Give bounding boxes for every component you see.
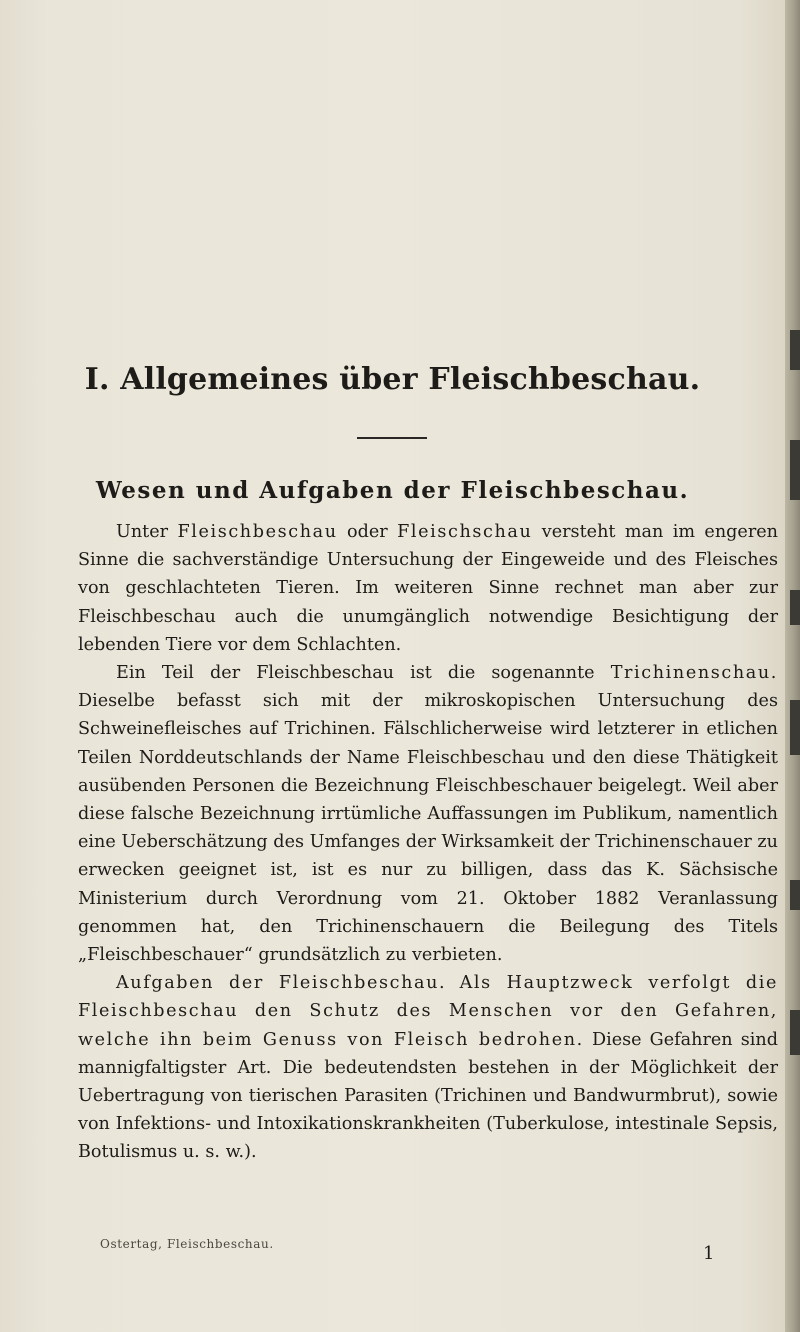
edge-mark bbox=[790, 1010, 800, 1055]
term-aufgaben: Aufgaben der Fleischbeschau. bbox=[116, 973, 447, 994]
p2-t3: Dieselbe befasst sich mit der mikroskopischen Untersuchung des Schweinefleisches auf Trichinen. Fälschlicherweise wird letzterer in etlichen Teilen Norddeutschlands der Name Fleischbeschau und den diese Thätigkeit ausübenden Personen die Bezeichnung Fleischbeschauer beigelegt. Weil aber diese falsche Bezeichnung irrtümliche Auffassungen im Publikum, namentlich eine Ueberschätzung des Umfanges der Wirksamkeit der Trichinenschauer zu erwecken geeignet ist, ist es nur zu billigen, dass das K. Sächsische Ministerium durch Verordnung vom 21. Oktober 1882 Veranlassung genommen hat, den Trichinenschauern die Beilegung des Titels „Fleischbeschauer“ grundsätzlich zu verbieten. bbox=[78, 691, 778, 966]
divider bbox=[357, 437, 427, 439]
edge-mark bbox=[790, 330, 800, 370]
term-trichinenschau: Trichinenschau. bbox=[610, 663, 778, 684]
term-fleischschau: Fleischschau bbox=[397, 522, 533, 542]
paragraph-3 bbox=[78, 969, 778, 1166]
paragraph-2 bbox=[78, 659, 778, 969]
edge-mark bbox=[790, 880, 800, 910]
p3-t2 bbox=[446, 973, 459, 993]
footer-citation: Ostertag, Fleischbeschau. bbox=[100, 1237, 274, 1251]
emphasis-hauptzweck: Als Hauptzweck verfolgt die Fleischbeschau den Schutz des Menschen vor den Gefahren, welche ihn beim Genuss von Fleisch bedrohen. bbox=[78, 973, 779, 1050]
body-text bbox=[78, 518, 778, 1167]
term-fleischbeschau: Fleischbeschau bbox=[177, 522, 338, 542]
p1-t3: oder bbox=[337, 522, 398, 542]
edge-mark bbox=[790, 440, 800, 500]
edge-mark bbox=[790, 590, 800, 625]
p1-t1: Unter bbox=[116, 522, 169, 542]
p1-t5: versteht man im engeren Sinne die sachverständige Untersuchung der Eingeweide und des Fleisches von geschlachteten Tieren. Im weiteren Sinne rechnet man aber zur Fleischbeschau auch die unumgänglich notwendige Besichtigung der lebenden Tiere vor dem Schlachten. bbox=[78, 522, 778, 655]
page-edge bbox=[785, 0, 800, 1332]
p3-t4: Diese Gefahren sind mannigfaltigster Art. Die bedeutendsten bestehen in der Möglichkeit der Uebertragung von tierischen Parasiten (Trichinen und Bandwurmbrut), sowie von Infektions- und Intoxikationskrankheiten (Tuberkulose, intestinale Sepsis, Botulismus u. s. w.). bbox=[78, 1029, 778, 1163]
section-title: Wesen und Aufgaben der Fleischbeschau. bbox=[95, 477, 690, 504]
paragraph-1 bbox=[78, 518, 778, 659]
edge-mark bbox=[790, 700, 800, 755]
p2-t1: Ein Teil der Fleischbeschau ist die sogenannte bbox=[116, 663, 611, 684]
chapter-title: I. Allgemeines über Fleischbeschau. bbox=[84, 362, 701, 397]
signature-mark: 1 bbox=[703, 1243, 715, 1264]
